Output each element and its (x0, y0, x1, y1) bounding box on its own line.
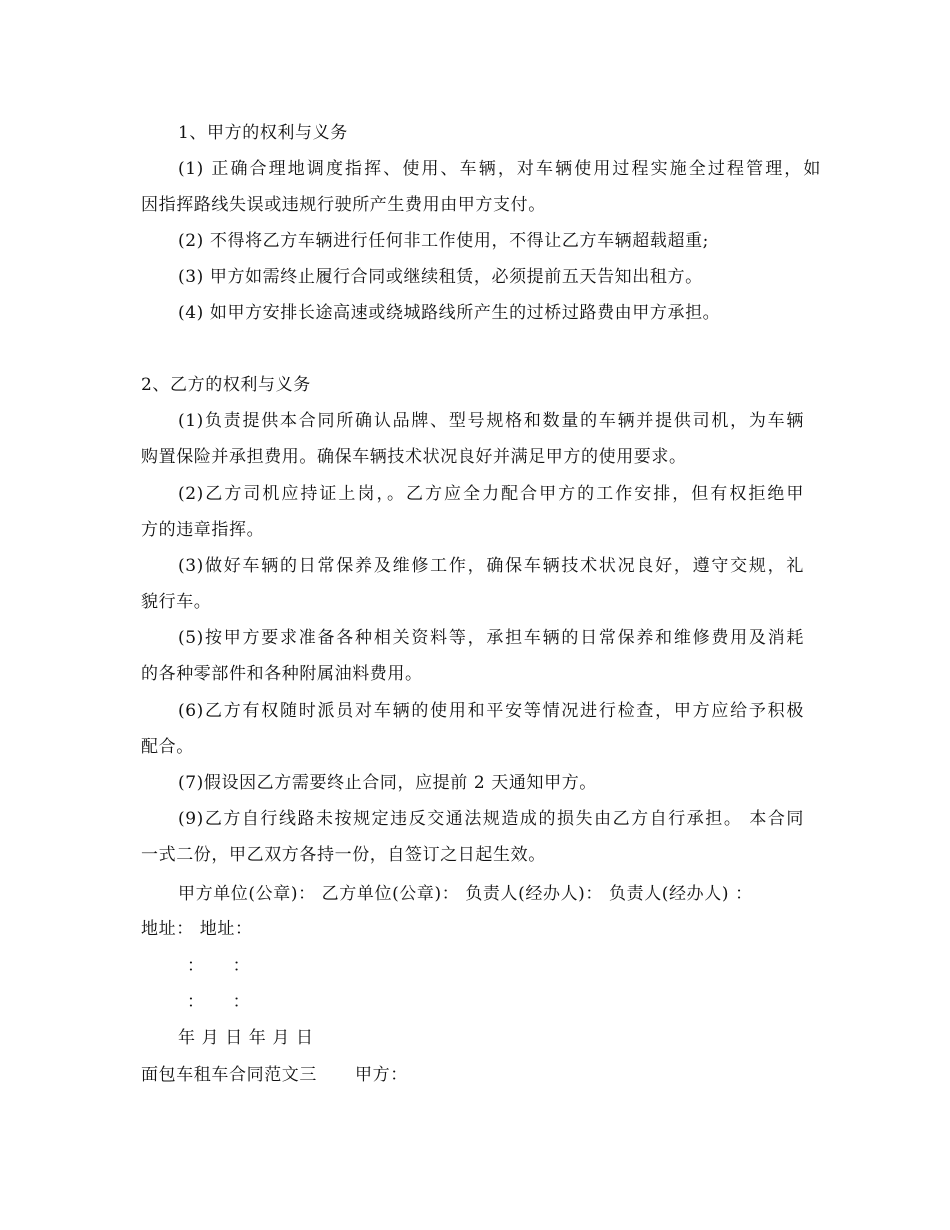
signature-colons-row2 (187, 992, 267, 1012)
section1-item1-line2: 因指挥路线失误或违规行驶所产生费用由甲方支付。 (141, 195, 546, 215)
signature-date-line: 年 月 日 年 月 日 (178, 1028, 314, 1048)
section2-item9-line1: (9)乙方自行线路未按规定违反交通法规造成的损失由乙方自行承担。 本合同 (178, 809, 804, 829)
section2-item9-line2: 一式二份，甲乙双方各持一份，自签订之日起生效。 (141, 845, 546, 865)
section1-item4: (4) 如甲方安排长途高速或绕城路线所产生的过桥过路费由甲方承担。 (178, 303, 721, 323)
section2-heading: 2、乙方的权利与义务 (141, 375, 311, 395)
section1-item3: (3) 甲方如需终止履行合同或继续租赁，必须提前五天告知出租方。 (178, 267, 703, 287)
section2-item3-line2: 貌行车。 (141, 592, 212, 612)
section1-item1-line1: (1) 正确合理地调度指挥、使用、车辆，对车辆使用过程实施全过程管理，如 (178, 159, 821, 179)
section2-item6-line1: (6)乙方有权随时派员对车辆的使用和平安等情况进行检查，甲方应给予积极 (178, 701, 804, 721)
section2-item5-line2: 的各种零部件和各种附属油料费用。 (141, 664, 423, 684)
footer-row (141, 1065, 821, 1085)
colon-c: ： (187, 992, 205, 1012)
section2-item6-line2: 配合。 (141, 737, 194, 757)
section1-heading: 1、甲方的权利与义务 (178, 123, 348, 143)
section2-item5-line1: (5)按甲方要求准备各种相关资料等，承担车辆的日常保养和维修费用及消耗 (178, 628, 804, 648)
signature-line1: 甲方单位(公章)： 乙方单位(公章)： 负责人(经办人)： 负责人(经办人) ： (178, 884, 753, 904)
section2-item2-line2: 方的违章指挥。 (141, 520, 265, 540)
colon-a: ： (187, 956, 205, 976)
section2-item1-line2: 购置保险并承担费用。确保车辆技术状况良好并满足甲方的使用要求。 (141, 447, 687, 467)
footer-title: 面包车租车合同范文三 (141, 1065, 317, 1085)
signature-colons-row1 (187, 956, 267, 976)
section2-item7: (7)假设因乙方需要终止合同，应提前 2 天通知甲方。 (178, 773, 597, 793)
section2-item1-line1: (1)负责提供本合同所确认品牌、型号规格和数量的车辆并提供司机，为车辆 (178, 411, 804, 431)
signature-address-line: 地址： 地址： (141, 919, 253, 939)
section2-item3-line1: (3)做好车辆的日常保养及维修工作，确保车辆技术状况良好，遵守交规，礼 (178, 556, 804, 576)
section1-item2: (2) 不得将乙方车辆进行任何非工作使用，不得让乙方车辆超载超重; (178, 231, 710, 251)
section2-item2-line1: (2)乙方司机应持证上岗，。乙方应全力配合甲方的工作安排，但有权拒绝甲 (178, 484, 804, 504)
colon-d: ： (232, 992, 251, 1012)
footer-party-a: 甲方： (355, 1065, 408, 1085)
colon-b: ： (232, 956, 251, 976)
